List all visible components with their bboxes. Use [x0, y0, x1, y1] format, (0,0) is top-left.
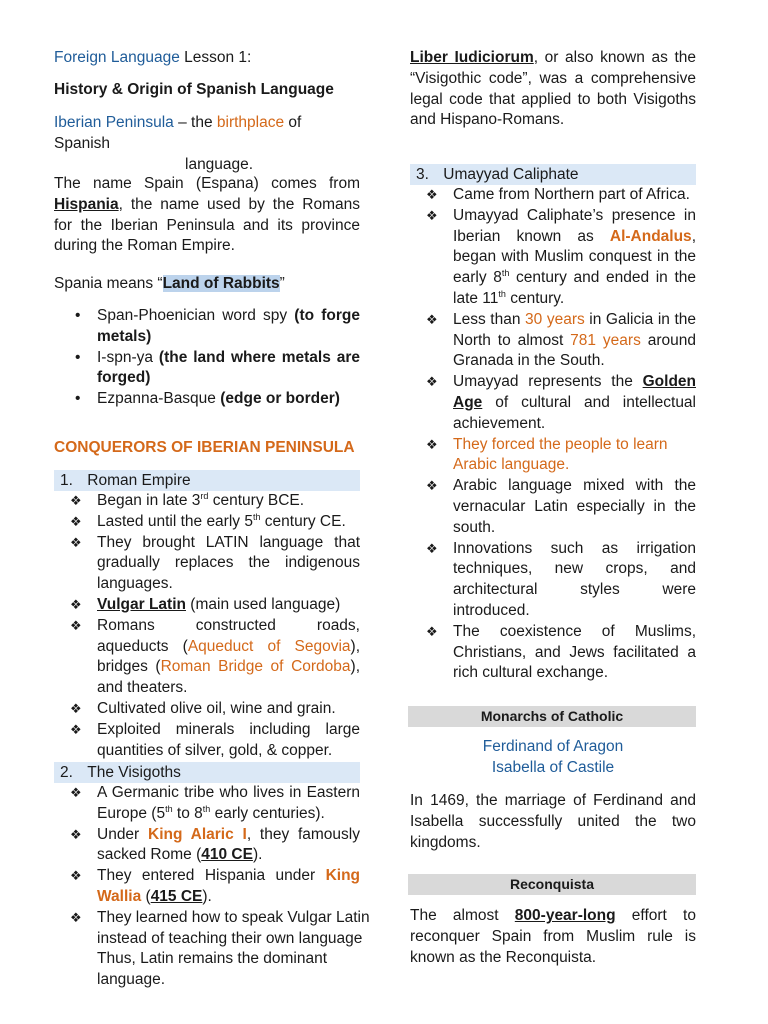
- diamond-bullet-icon: ❖: [70, 493, 82, 508]
- section-title: Umayyad Caliphate: [443, 166, 579, 183]
- diamond-bullet-icon: ❖: [426, 311, 438, 327]
- reconquista-text-2: effort to reconquer Spain from Muslim rule is known as the Reconquista.: [410, 907, 696, 966]
- item-text: ).: [252, 846, 263, 864]
- king-alaric: King Alaric I: [148, 825, 247, 843]
- spain-text-2: , the name used by the Romans for the Iberian Peninsula and its province during the Roman Empire.: [54, 195, 360, 255]
- diamond-bullet-icon: ❖: [426, 540, 438, 556]
- lesson-number: Lesson 1:: [179, 49, 252, 66]
- item-text: , they famously sacked Rome (: [97, 825, 360, 864]
- reconquista-text-1: The almost: [410, 907, 515, 924]
- superscript: th: [165, 803, 173, 814]
- item-text: They brought LATIN language that gradually replaces the indigenous languages.: [97, 533, 360, 593]
- etymology-item: [54, 348, 360, 390]
- list-item: [54, 825, 384, 867]
- item-text: century BCE.: [208, 492, 305, 509]
- monarch-isabella: Isabella of Castile: [491, 759, 615, 776]
- item-text: , began with Muslim conquest in the early 8: [453, 227, 696, 287]
- visigoths-list: [54, 783, 384, 991]
- diamond-bullet-icon: ❖: [426, 436, 438, 452]
- diamond-bullet-icon: ❖: [426, 478, 438, 494]
- spania-highlight: Land of Rabbits: [162, 275, 280, 292]
- item-text: They forced the people to learn Arabic language.: [453, 435, 668, 474]
- conquerors-heading: CONQUERORS OF IBERIAN PENINSULA: [54, 439, 355, 456]
- golden-age: Golden Age: [453, 373, 696, 411]
- etymology-text: Span-Phoenician word spy: [97, 307, 295, 324]
- section-roman-empire: [54, 470, 360, 491]
- section-visigoths: [54, 762, 360, 783]
- diamond-bullet-icon: ❖: [70, 785, 82, 800]
- reconquista-duration: 800-year-long: [514, 907, 616, 924]
- item-text: Began in late 3: [97, 492, 201, 509]
- item-text: century and ended in the late 11: [453, 269, 696, 307]
- diamond-bullet-icon: ❖: [70, 617, 82, 633]
- superscript: th: [252, 511, 261, 522]
- years-781: 781 years: [570, 331, 641, 349]
- spania-post: ”: [279, 275, 285, 292]
- item-text: ), bridges (: [97, 637, 360, 676]
- etymology-item: [54, 389, 360, 410]
- diamond-bullet-icon: ❖: [70, 700, 82, 716]
- spain-text-1: The name Spain (Espana) comes from: [54, 175, 360, 192]
- diamond-bullet-icon: ❖: [426, 623, 438, 639]
- item-text: Exploited minerals including large quantities of silver, gold, & copper.: [97, 720, 360, 759]
- section-number: 1.: [60, 472, 73, 489]
- monarchs-heading: Monarchs of Catholic: [408, 706, 696, 727]
- intro-birthplace: birthplace: [216, 114, 285, 131]
- diamond-bullet-icon: ❖: [426, 187, 438, 202]
- list-item: [410, 206, 696, 310]
- list-item: [54, 512, 360, 533]
- item-text: Innovations such as irrigation techniques, new crops, and architectural styles were introduced.: [453, 539, 696, 619]
- list-item: [410, 539, 696, 622]
- list-item: [54, 866, 384, 908]
- king-wallia: King Wallia: [97, 867, 360, 905]
- aqueduct-segovia: Aqueduct of Segovia: [187, 637, 351, 655]
- list-item: [54, 783, 384, 825]
- item-text: A Germanic tribe who lives in Eastern Europe (5: [97, 784, 360, 822]
- course-name: Foreign Language: [54, 49, 180, 66]
- section-umayyad: [410, 164, 696, 185]
- list-item: [54, 699, 360, 720]
- liber-text: , or also known as the “Visigothic code”, was a comprehensive legal code that applied to both Visigoths and Hispano-Romans.: [410, 49, 696, 129]
- item-text: The coexistence of Muslims, Christians, and Jews facilitated a rich cultural exchange.: [453, 622, 696, 682]
- item-text: Umayyad Caliphate’s presence in Iberian known as: [453, 206, 696, 245]
- item-text: (main used language): [186, 595, 341, 613]
- vulgar-latin-term: Vulgar Latin: [97, 595, 186, 613]
- section-number: 3.: [416, 166, 429, 183]
- superscript: th: [501, 268, 510, 279]
- liber-term: Liber Iudiciorum: [410, 49, 534, 66]
- superscript: rd: [200, 490, 209, 501]
- intro-paragraph: [54, 113, 360, 175]
- spain-paragraph: [54, 174, 360, 257]
- spania-line: [54, 274, 285, 295]
- list-item: [410, 185, 696, 206]
- spania-pre: Spania means “: [54, 275, 163, 292]
- etymology-text: Ezpanna-Basque: [97, 390, 221, 408]
- list-item: [410, 622, 696, 684]
- diamond-bullet-icon: ❖: [70, 721, 82, 737]
- etymology-list: [54, 306, 360, 410]
- list-item: [410, 372, 696, 434]
- liber-paragraph: [410, 48, 696, 131]
- item-text: Umayyad represents the: [453, 373, 643, 391]
- page-title: History & Origin of Spanish Language: [54, 81, 334, 98]
- date-410: 410 CE: [201, 846, 253, 864]
- etymology-item: [54, 306, 360, 348]
- item-text: of cultural and intellectual achievement.: [453, 393, 696, 432]
- list-item: [410, 476, 696, 538]
- intro-rest: of Spanish: [54, 114, 302, 152]
- item-text: Romans constructed roads, aqueducts (: [97, 616, 360, 655]
- diamond-bullet-icon: ❖: [70, 868, 82, 884]
- etymology-meaning: (the land where metals are forged): [97, 348, 360, 387]
- list-item: [410, 310, 696, 372]
- item-text: ).: [202, 887, 212, 905]
- item-text: They entered Hispania under: [97, 867, 326, 885]
- item-text: (: [141, 887, 151, 905]
- item-text: century CE.: [260, 512, 346, 530]
- diamond-bullet-icon: ❖: [426, 207, 438, 223]
- roman-bridge-cordoba: Roman Bridge of Cordoba: [160, 658, 351, 676]
- item-text: ), and theaters.: [97, 658, 360, 697]
- intro-line2: language.: [185, 155, 254, 173]
- intro-subject: Iberian Peninsula: [54, 114, 174, 131]
- reconquista-heading: Reconquista: [408, 874, 696, 895]
- list-item: [54, 533, 360, 595]
- list-item: [54, 616, 360, 699]
- list-item: [54, 595, 360, 616]
- etymology-meaning: (to forge metals): [97, 307, 360, 345]
- etymology-meaning: (edge or border): [220, 390, 340, 408]
- hispania-term: Hispania: [54, 195, 119, 213]
- item-text: Under: [97, 825, 148, 843]
- umayyad-list: [410, 185, 696, 684]
- item-text: around Granada in the South.: [453, 331, 697, 370]
- list-item: [54, 491, 360, 512]
- roman-list: [54, 491, 360, 761]
- list-item: [410, 435, 696, 477]
- item-text: century.: [505, 289, 565, 307]
- diamond-bullet-icon: ❖: [70, 596, 82, 612]
- superscript: th: [202, 803, 211, 814]
- item-text: Less than: [453, 310, 526, 328]
- diamond-bullet-icon: ❖: [70, 513, 82, 529]
- diamond-bullet-icon: ❖: [70, 826, 82, 842]
- monarch-ferdinand: Ferdinand of Aragon: [482, 738, 624, 755]
- intro-dash: – the: [173, 114, 217, 131]
- diamond-bullet-icon: ❖: [70, 909, 82, 925]
- superscript: th: [498, 288, 506, 299]
- reconquista-paragraph: [410, 906, 696, 968]
- section-title: Roman Empire: [87, 472, 191, 489]
- list-item: [54, 720, 360, 762]
- section-number: 2.: [60, 764, 73, 781]
- item-text: Came from Northern part of Africa.: [453, 186, 690, 203]
- item-text: early centuries).: [210, 804, 325, 822]
- diamond-bullet-icon: ❖: [426, 374, 438, 390]
- item-text: They learned how to speak Vulgar Latin instead of teaching their own language Thus, Latin remains the dominant language.: [97, 908, 370, 989]
- item-text: to 8: [172, 804, 203, 822]
- al-andalus: Al-Andalus: [609, 227, 692, 245]
- years-30: 30 years: [525, 310, 585, 328]
- item-text: Cultivated olive oil, wine and grain.: [97, 699, 336, 717]
- diamond-bullet-icon: ❖: [70, 534, 82, 550]
- monarchs-paragraph: In 1469, the marriage of Ferdinand and Isabella successfully united the two kingdoms.: [410, 792, 696, 851]
- date-415: 415 CE: [150, 887, 203, 905]
- section-title: The Visigoths: [87, 764, 181, 781]
- item-text: Lasted until the early 5: [97, 512, 253, 530]
- etymology-text: I-spn-ya: [97, 348, 159, 366]
- item-text: in Galicia in the North to almost: [453, 310, 697, 349]
- list-item: [54, 908, 384, 991]
- item-text: Arabic language mixed with the vernacular Latin especially in the south.: [453, 477, 696, 536]
- lesson-line: [54, 48, 251, 69]
